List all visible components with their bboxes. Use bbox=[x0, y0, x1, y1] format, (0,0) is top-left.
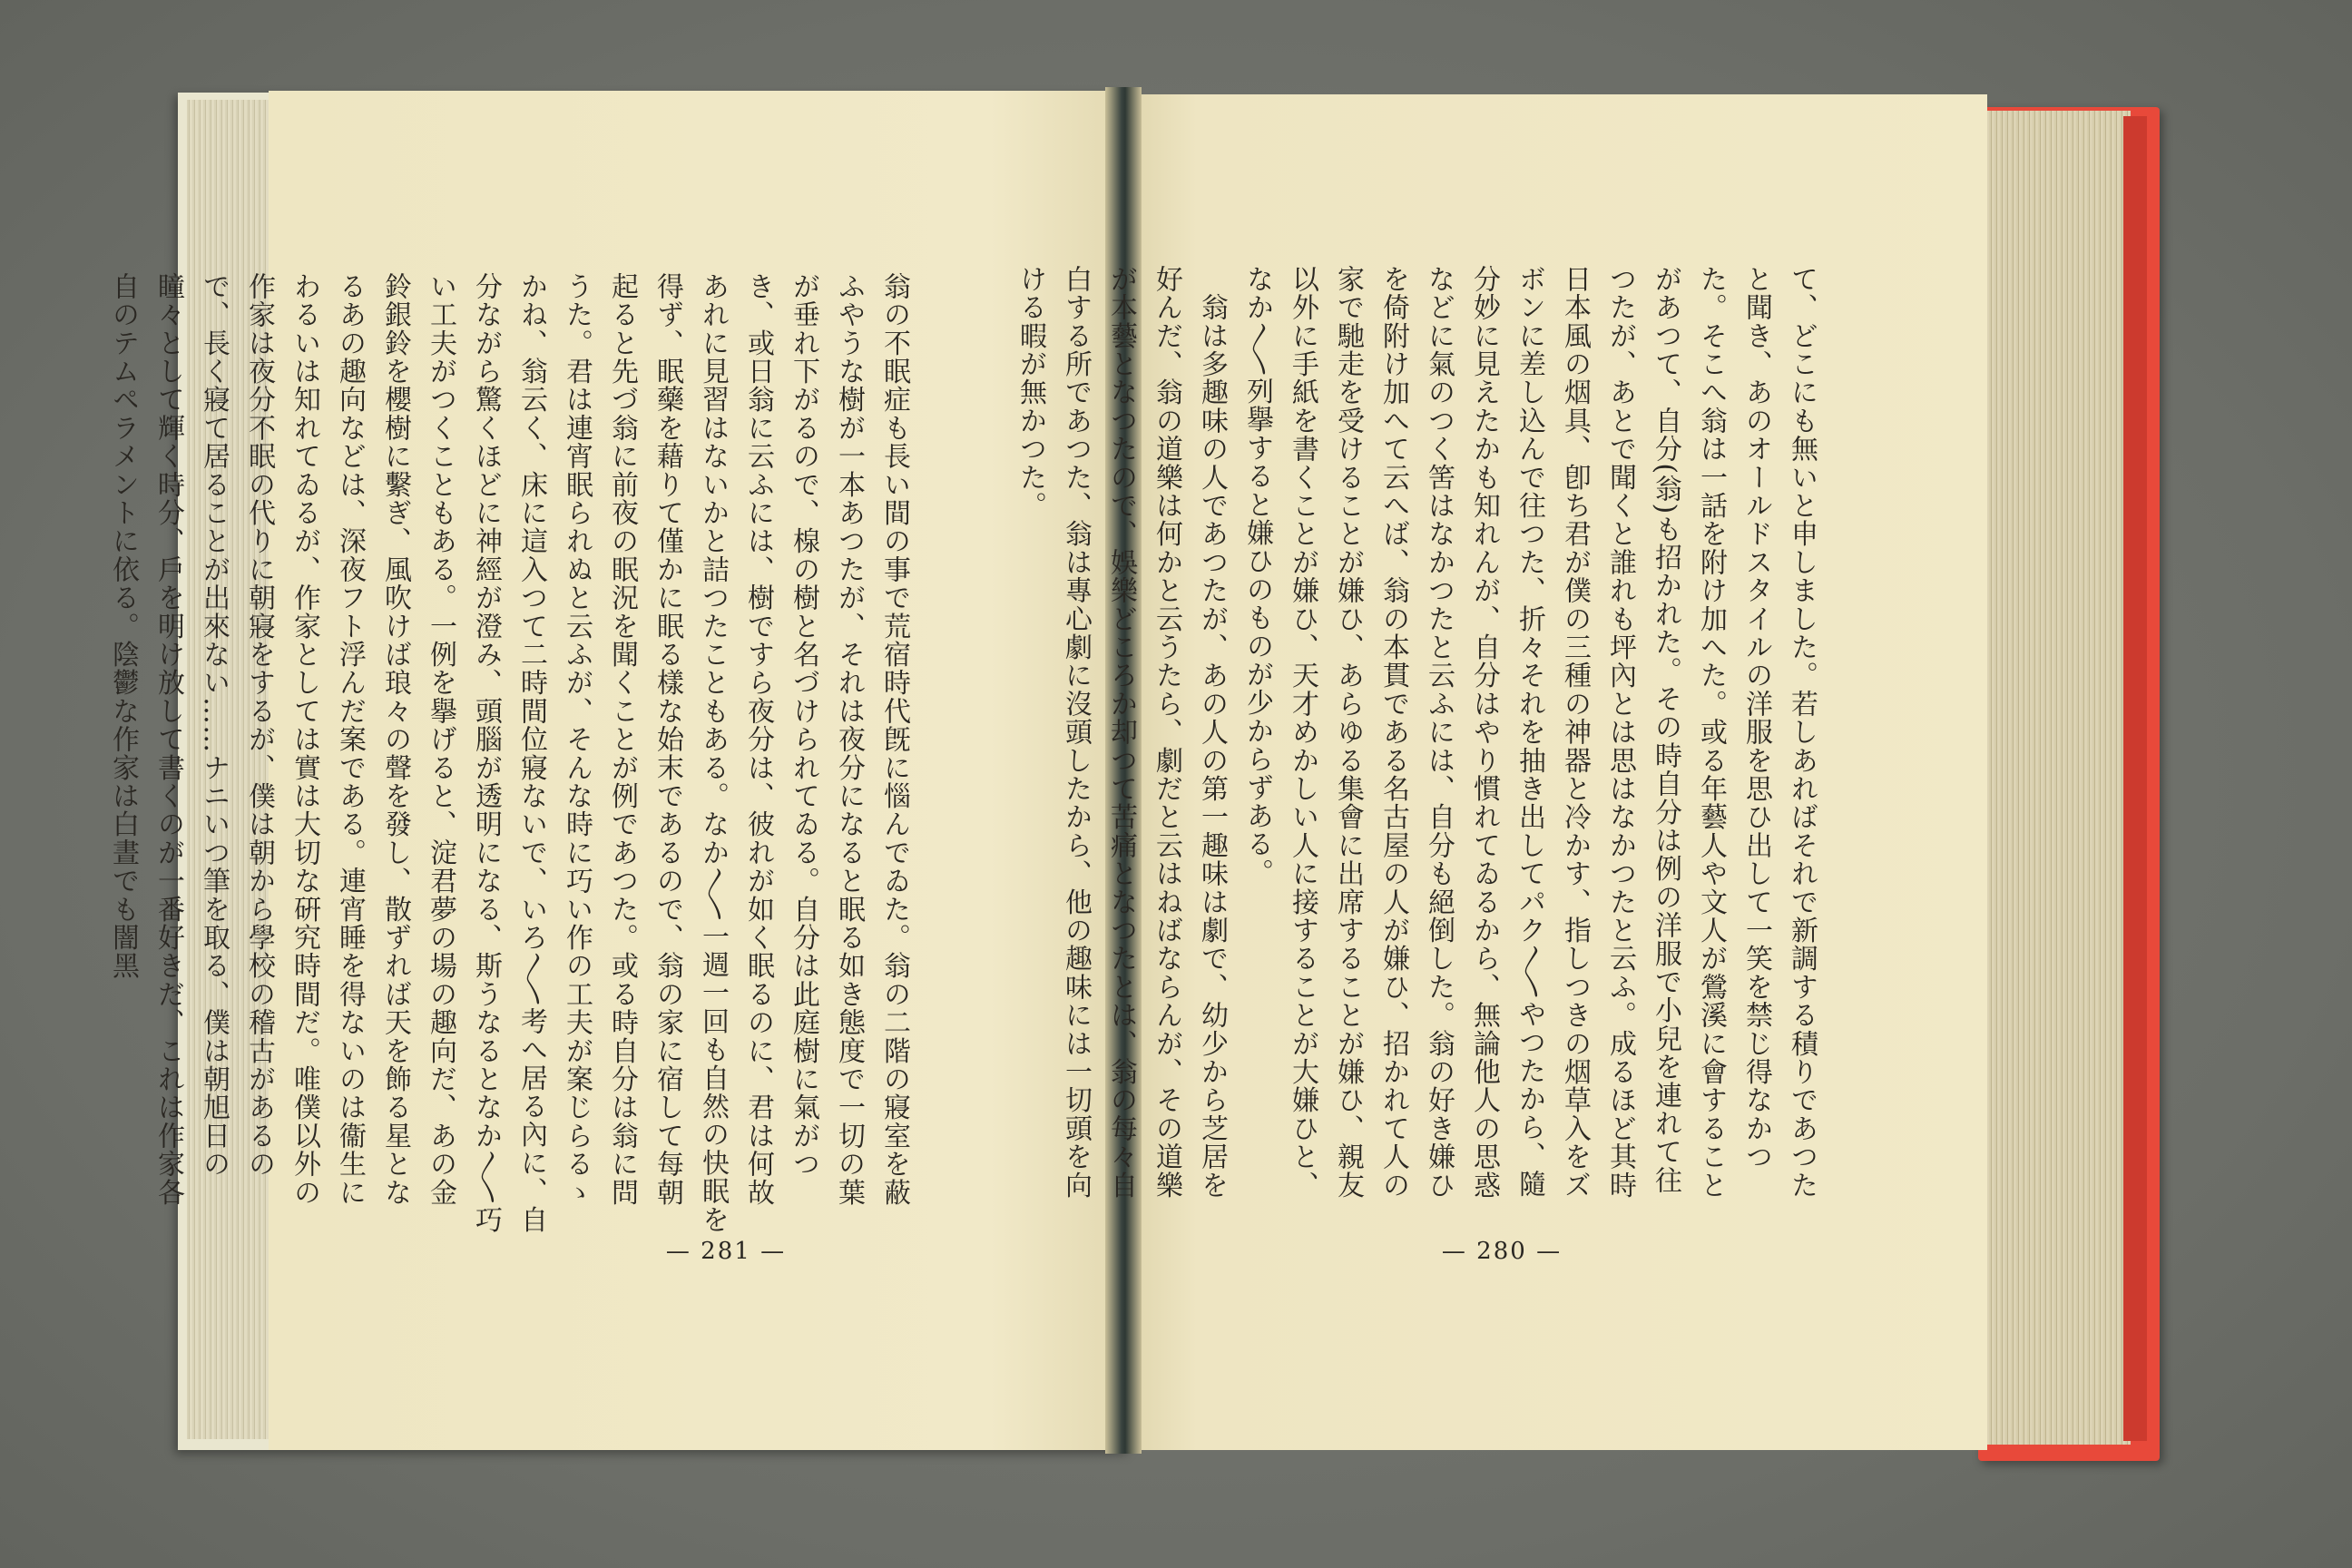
left-page-number: — 281 — bbox=[665, 1238, 787, 1265]
right-page-number: — 280 — bbox=[1441, 1238, 1563, 1265]
cover-edge-red bbox=[2123, 116, 2147, 1441]
right-page-text: て、どこにも無いと申しました。若しあればそれで新調する積りであつたと聞き、あのオールドスタイルの洋服を思ひ出して一笑を禁じ得なかつた。そこへ翁は一話を附け加へた。或る年藝人や文人が鶯溪に會することがあつて、自分(翁)も招かれた。その時自分は例の洋服で小兒を連れて往つたが、あとで聞くと誰れも坪內とは思はなかつたと云ふ。成るほど其時日本風の烟具、卽ち君が僕の三種の神器と冷かす、指しつきの烟草入をズボンに差し込んで往つた、折々それを抽き出してパク〳〵やつたから、隨分妙に見えたかも知れんが、自分はやり慣れてゐるから、無論他人の思惑などに氣のつく筈はなかつたと云ふには、自分も絕倒した。翁の好き嫌ひを倚附け加へて云へば、翁の本貫である名古屋の人が嫌ひ、招かれて人の家で馳走を受けることが嫌ひ、あらゆる集會に出席することが嫌ひ、親友以外に手紙を書くことが嫌ひ、天才めかしい人に接することが大嫌ひと、なか〳〵列擧すると嫌ひのものが少からずある。 翁は多趣味の人であつたが、あの人の第一趣味は劇で、幼少から芝居を好んだ、翁の道樂は何かと云うたら、劇だと云はねばならんが、その道樂が本藝となつたので、娛樂どころか却つて苦痛となつたとは、翁の每々自白する所であつた、翁は專心劇に沒頭したから、他の趣味には一切頭を向ける暇が無かつた。 bbox=[1014, 265, 1818, 1200]
left-page-text: 翁の不眠症も長い間の事で荒宿時代旣に惱んでゐた。翁の二階の寢室を蔽ふやうな樹が一本あつたが、それは夜分になると眠る如き態度で一切の葉が垂れ下がるので、楾の樹と名づけられてゐる。自分は此庭樹に氣がつき、或日翁に云ふには、樹ですら夜分は、彼れが如く眠るのに、君は何故あれに見習はないかと詰つたこともある。なか〳〵一週一回も自然の快眠を得ず、眠藥を藉りて僅かに眠る樣な始末であるので、翁の家に宿して每朝起ると先づ翁に前夜の眠況を聞くことが例であつた。或る時自分は翁に問うた。君は連宵眠られぬと云ふが、そんな時に巧い作の工夫が案じらるゝかね、翁云く、床に這入つて二時間位寢ないで、いろ〳〵考へ居る內に、自分ながら驚くほどに神經が澄み、頭腦が透明になる、斯うなるとなか〳〵巧い工夫がつくこともある。一例を擧げると、淀君夢の場の趣向だ、あの金鈴銀鈴を櫻樹に繫ぎ、風吹けば琅々の聲を發し、散ずれば天を飾る星となるあの趣向などは、深夜フト浮んだ案である。連宵睡を得ないのは衞生にわるいは知れてゐるが、作家としては實は大切な硏究時間だ。唯僕以外の作家は夜分不眠の代りに朝寢をするが、僕は朝から學校の稽古があるので、長く寢て居ることが出來ない……ナニいつ筆を取る、僕は朝旭日の瞳々として輝く時分、戶を明け放して書くのが一番好きだ、これは作家各自のテムペラメントに依る。陰鬱な作家は白晝でも闇黑 bbox=[107, 272, 910, 1234]
page-stack-right bbox=[1978, 111, 2131, 1445]
